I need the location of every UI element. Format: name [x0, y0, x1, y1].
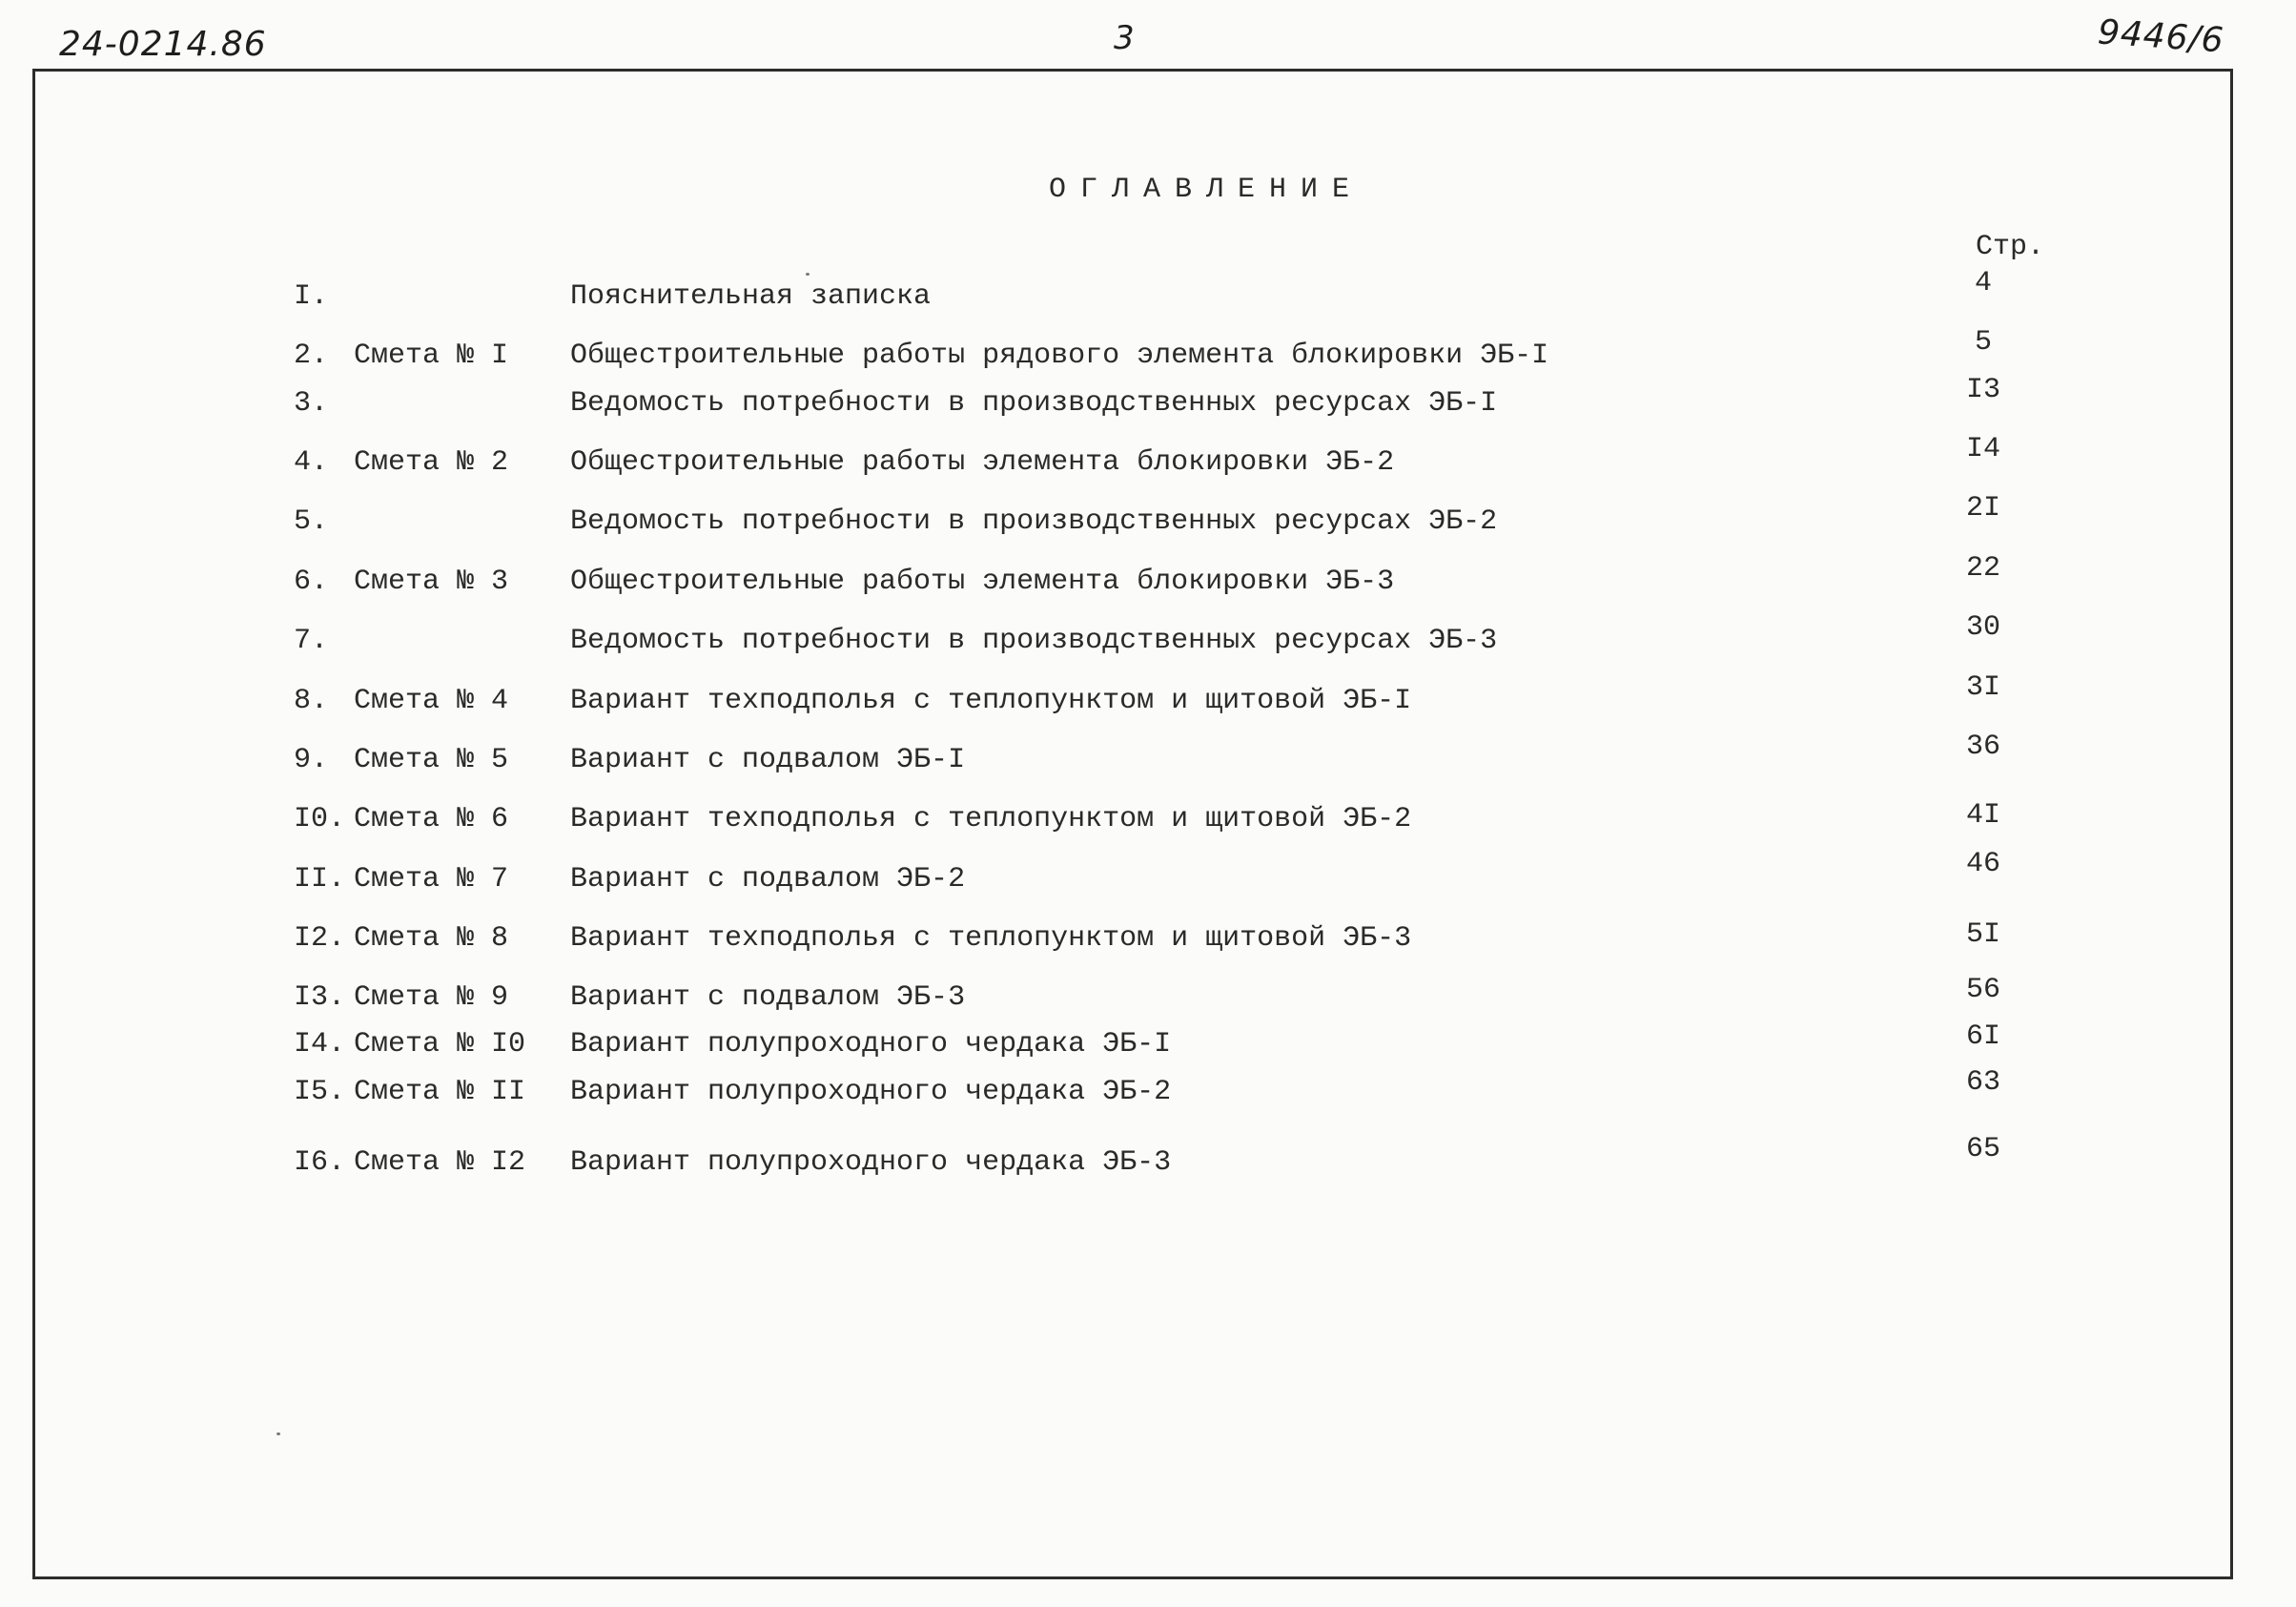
entry-description: Вариант с подвалом ЭБ-3	[570, 981, 966, 1014]
entry-number: I4.	[294, 1028, 346, 1061]
entry-number: I2.	[294, 922, 346, 955]
estimate-label: Смета № I	[354, 340, 509, 372]
entry-page: 36	[1966, 731, 2001, 763]
toc-row	[0, 731, 2296, 784]
scan-speck	[277, 1432, 280, 1435]
entry-page: 5	[1974, 326, 1992, 359]
toc-row	[0, 1020, 2296, 1068]
entry-number: 9.	[294, 744, 329, 776]
entry-page: 65	[1966, 1133, 2001, 1165]
scan-speck	[806, 273, 810, 276]
toc-row	[0, 671, 2296, 725]
toc-row	[0, 1133, 2296, 1186]
entry-description: Вариант полупроходного чердака ЭБ-3	[570, 1146, 1172, 1179]
toc-row	[0, 1066, 2296, 1116]
entry-number: II.	[294, 863, 346, 896]
entry-number: I5.	[294, 1076, 346, 1108]
entry-description: Ведомость потребности в производственных ресурсах ЭБ-3	[570, 625, 1498, 657]
entry-number: 4.	[294, 446, 329, 479]
entry-page: 4I	[1966, 799, 2001, 832]
estimate-label: Смета № 9	[354, 981, 509, 1014]
entry-number: I.	[294, 280, 329, 313]
toc-row	[0, 974, 2296, 1021]
entry-page: I3	[1966, 374, 2001, 406]
entry-number: 6.	[294, 566, 329, 598]
estimate-label: Смета № 5	[354, 744, 509, 776]
entry-page: 3I	[1966, 671, 2001, 704]
estimate-label: Смета № 6	[354, 803, 509, 835]
entry-description: Вариант полупроходного чердака ЭБ-I	[570, 1028, 1172, 1061]
entry-page: 63	[1966, 1066, 2001, 1099]
toc-row	[0, 326, 2296, 380]
document-code: 24-0214.86	[59, 25, 267, 64]
toc-row	[0, 552, 2296, 606]
entry-description: Пояснительная записка	[570, 280, 932, 313]
estimate-label: Смета № 2	[354, 446, 509, 479]
entry-description: Общестроительные работы элемента блокировки ЭБ-2	[570, 446, 1395, 479]
entry-description: Вариант техподполья с теплопунктом и щитовой ЭБ-I	[570, 685, 1412, 717]
toc-row	[0, 918, 2296, 962]
entry-number: 8.	[294, 685, 329, 717]
entry-description: Общестроительные работы рядового элемента блокировки ЭБ-I	[570, 340, 1549, 372]
entry-page: 56	[1966, 974, 2001, 1006]
entry-description: Вариант техподполья с теплопунктом и щитовой ЭБ-3	[570, 922, 1412, 955]
entry-number: 7.	[294, 625, 329, 657]
toc-row	[0, 611, 2296, 665]
entry-number: I3.	[294, 981, 346, 1014]
estimate-label: Смета № II	[354, 1076, 526, 1108]
entry-page: 6I	[1966, 1020, 2001, 1053]
page-title: ОГЛАВЛЕНИЕ	[1049, 174, 1364, 206]
entry-page: I4	[1966, 433, 2001, 465]
entry-description: Вариант с подвалом ЭБ-2	[570, 863, 966, 896]
entry-page: 22	[1966, 552, 2001, 585]
entry-description: Ведомость потребности в производственных ресурсах ЭБ-2	[570, 505, 1498, 538]
entry-number: 3.	[294, 387, 329, 420]
sheet-code: 9446/6	[2096, 12, 2225, 61]
estimate-label: Смета № I0	[354, 1028, 526, 1061]
estimate-label: Смета № 7	[354, 863, 509, 896]
entry-number: I0.	[294, 803, 346, 835]
toc-row	[0, 433, 2296, 486]
entry-number: 2.	[294, 340, 329, 372]
entry-page: 5I	[1966, 918, 2001, 951]
entry-description: Вариант техподполья с теплопунктом и щитовой ЭБ-2	[570, 803, 1412, 835]
entry-page: 30	[1966, 611, 2001, 644]
page-column-label: Стр.	[1976, 231, 2045, 263]
page-number: 3	[1114, 19, 1136, 57]
estimate-label: Смета № 4	[354, 685, 509, 717]
entry-description: Вариант полупроходного чердака ЭБ-2	[570, 1076, 1172, 1108]
toc-row	[0, 492, 2296, 546]
entry-page: 46	[1966, 848, 2001, 880]
entry-description: Общестроительные работы элемента блокировки ЭБ-3	[570, 566, 1395, 598]
toc-row	[0, 374, 2296, 427]
entry-number: I6.	[294, 1146, 346, 1179]
toc-row	[0, 799, 2296, 843]
entry-page: 2I	[1966, 492, 2001, 525]
toc-row	[0, 848, 2296, 903]
entry-number: 5.	[294, 505, 329, 538]
estimate-label: Смета № I2	[354, 1146, 526, 1179]
estimate-label: Смета № 8	[354, 922, 509, 955]
entry-description: Вариант с подвалом ЭБ-I	[570, 744, 966, 776]
entry-description: Ведомость потребности в производственных ресурсах ЭБ-I	[570, 387, 1498, 420]
toc-row	[0, 267, 2296, 320]
estimate-label: Смета № 3	[354, 566, 509, 598]
entry-page: 4	[1974, 267, 1992, 299]
